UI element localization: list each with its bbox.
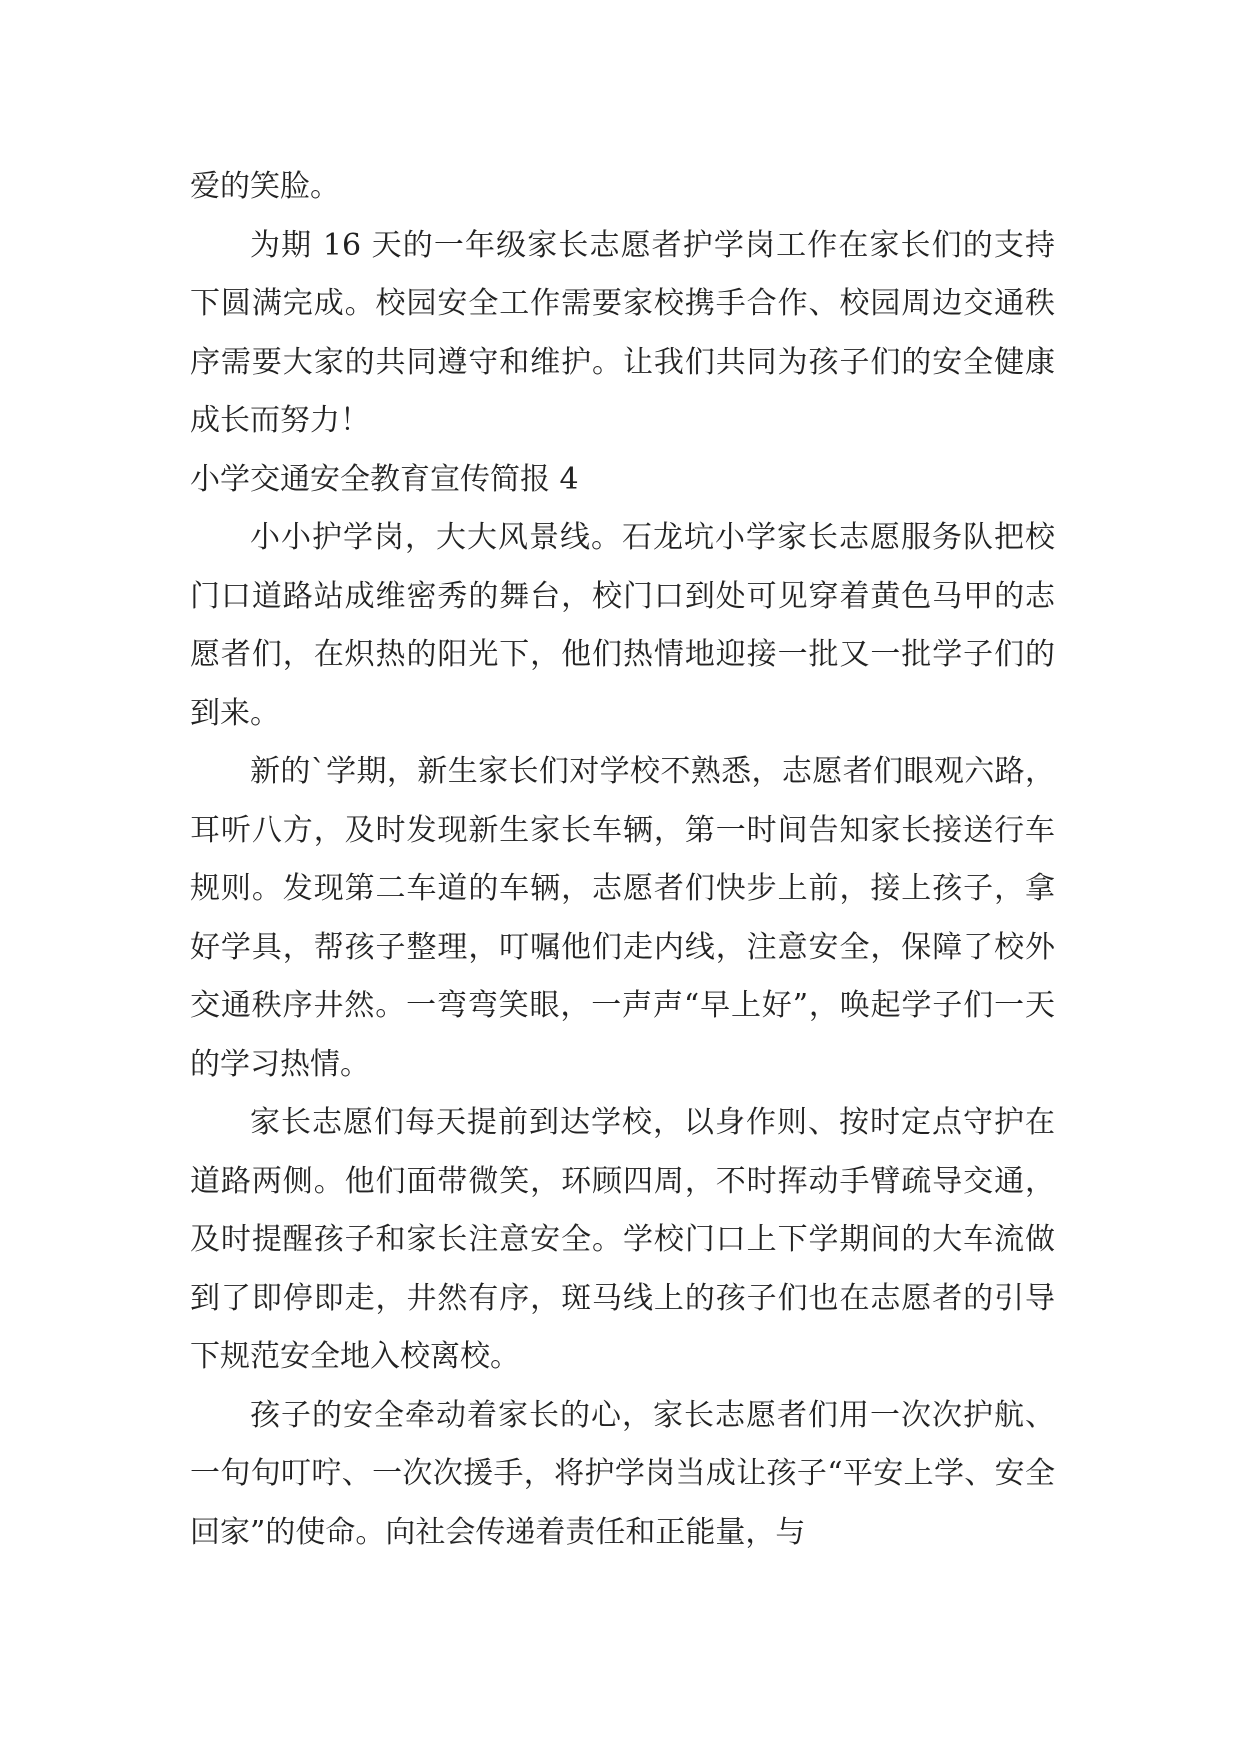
paragraph-mission: 孩子的安全牵动着家长的心，家长志愿者们用一次次护航、一句句叮咛、一次次援手，将护学岗当成让孩子“平安上学、安全回家”的使命。向社会传递着责任和正能量，与 (190, 1397, 1055, 1550)
paragraph-daily-duty: 家长志愿们每天提前到达学校，以身作则、按时定点守护在道路两侧。他们面带微笑，环顾四周，不时挥动手臂疏导交通，及时提醒孩子和家长注意安全。学校门口上下学期间的大车流做到了即停即走，井然有序，斑马线上的孩子们也在志愿者的引导下规范安全地入校离校。 (190, 1105, 1055, 1374)
paragraph-continuation: 爱的笑脸。 (190, 169, 340, 204)
section-heading: 小学交通安全教育宣传简报 4 (190, 461, 579, 497)
paragraph-new-semester: 新的`学期，新生家长们对学校不熟悉，志愿者们眼观六路，耳听八方，及时发现新生家长车辆，第一时间告知家长接送行车规则。发现第二车道的车辆，志愿者们快步上前，接上孩子，拿好学具，帮孩子整理，叮嘱他们走内线，注意安全，保障了校外交通秩序井然。一弯弯笑眼，一声声“早上好”，唤起学子们一天的学习热情。 (190, 754, 1055, 1082)
document-body (190, 158, 1055, 1562)
paragraph-guard-post: 小小护学岗，大大风景线。石龙坑小学家长志愿服务队把校门口道路站成维密秀的舞台，校门口到处可见穿着黄色马甲的志愿者们，在炽热的阳光下，他们热情地迎接一批又一批学子们的到来。 (190, 520, 1055, 731)
paragraph-volunteer-summary: 为期 16 天的一年级家长志愿者护学岗工作在家长们的支持下圆满完成。校园安全工作需要家校携手合作、校园周边交通秩序需要大家的共同遵守和维护。让我们共同为孩子们的安全健康成长而努力！ (190, 227, 1055, 438)
